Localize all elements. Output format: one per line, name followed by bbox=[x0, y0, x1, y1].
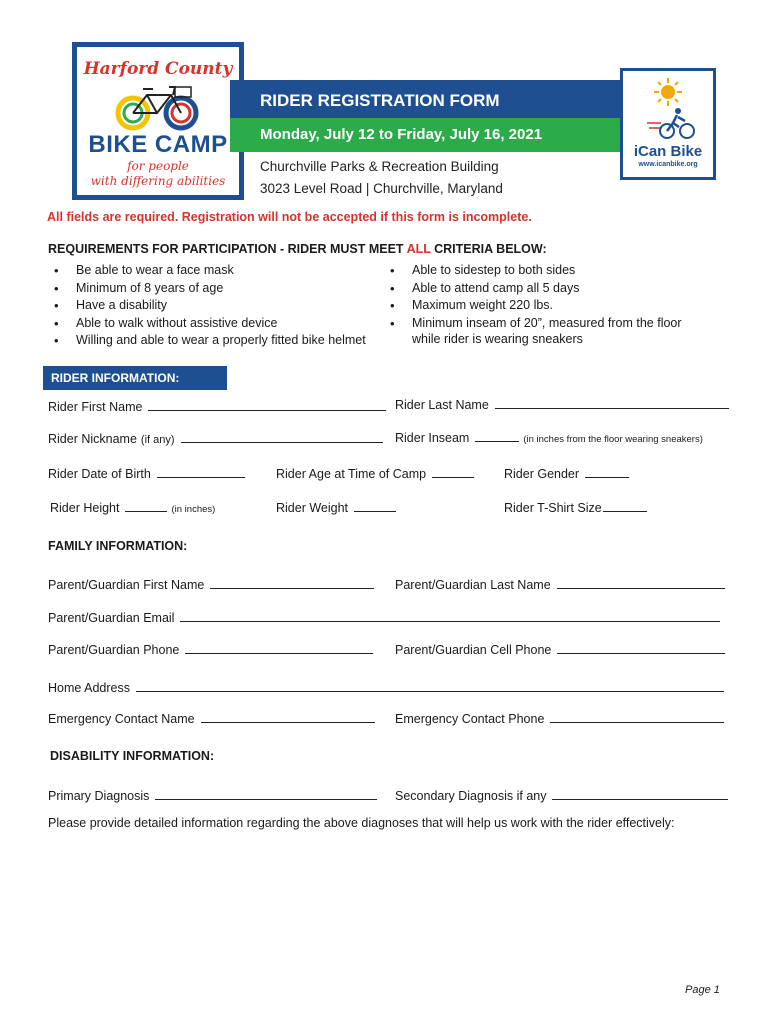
requirements-heading-pre: REQUIREMENTS FOR PARTICIPATION - RIDER MUST MEET bbox=[48, 242, 407, 256]
page-number: Page 1 bbox=[685, 984, 720, 996]
field-note: (in inches) bbox=[171, 504, 216, 515]
requirement-item: • Maximum weight 220 lbs. bbox=[388, 297, 682, 315]
logo-tagline-1: for people bbox=[127, 159, 189, 173]
parent-email-input[interactable] bbox=[180, 620, 720, 622]
diagnosis-instructions: Please provide detailed information regarding the above diagnoses that will help us work with the rider effectively: bbox=[48, 816, 675, 830]
field-label: Parent/Guardian Email bbox=[48, 611, 175, 625]
field-label: Parent/Guardian Phone bbox=[48, 643, 180, 657]
rider-inseam-field bbox=[395, 431, 703, 445]
emergency-name-input[interactable] bbox=[201, 721, 375, 723]
rider-first-name-input[interactable] bbox=[148, 409, 386, 411]
field-label: Rider T-Shirt Size bbox=[504, 501, 602, 515]
parent-last-name-field bbox=[395, 578, 725, 592]
rider-height-field bbox=[50, 501, 215, 515]
field-label: Rider Height bbox=[50, 501, 120, 515]
parent-email-field bbox=[48, 611, 720, 625]
field-label: Emergency Contact Phone bbox=[395, 712, 545, 726]
parent-first-name-input[interactable] bbox=[210, 587, 374, 589]
requirement-item: • Minimum inseam of 20”, measured from the floor bbox=[388, 315, 682, 333]
secondary-diagnosis-input[interactable] bbox=[552, 798, 728, 800]
emergency-phone-field bbox=[395, 712, 724, 726]
icanbike-name: iCan Bike bbox=[633, 143, 703, 160]
rider-dob-input[interactable] bbox=[157, 476, 245, 478]
rider-nickname-field bbox=[48, 432, 383, 446]
requirement-continuation: while rider is wearing sneakers bbox=[412, 332, 583, 346]
requirements-heading-all: ALL bbox=[406, 242, 431, 256]
rider-info-title: RIDER INFORMATION: bbox=[51, 371, 180, 385]
rider-first-name-field bbox=[48, 400, 386, 414]
cyclist-icon bbox=[647, 107, 695, 141]
rider-last-name-field bbox=[395, 398, 729, 412]
field-label: Emergency Contact Name bbox=[48, 712, 195, 726]
requirement-item: • Be able to wear a face mask bbox=[52, 262, 366, 280]
field-label: Primary Diagnosis bbox=[48, 789, 150, 803]
parent-phone-input[interactable] bbox=[185, 652, 373, 654]
rider-weight-input[interactable] bbox=[354, 510, 396, 512]
form-title: RIDER REGISTRATION FORM bbox=[260, 91, 500, 110]
rider-inseam-input[interactable] bbox=[475, 440, 519, 442]
rider-height-input[interactable] bbox=[125, 510, 167, 512]
requirement-item: • Minimum of 8 years of age bbox=[52, 280, 366, 298]
field-label: Parent/Guardian Last Name bbox=[395, 578, 551, 592]
diagnosis-details-area[interactable] bbox=[48, 838, 728, 968]
parent-cell-field bbox=[395, 643, 725, 657]
requirements-heading bbox=[48, 242, 547, 256]
field-label: Parent/Guardian Cell Phone bbox=[395, 643, 552, 657]
field-note: (if any) bbox=[140, 434, 175, 446]
rider-tshirt-field bbox=[504, 501, 647, 515]
requirement-item: • Willing and able to wear a properly fitted bike helmet bbox=[52, 332, 366, 350]
field-label: Rider Last Name bbox=[395, 398, 489, 412]
rider-age-input[interactable] bbox=[432, 476, 474, 478]
field-label: Rider Inseam bbox=[395, 431, 470, 445]
primary-diagnosis-field bbox=[48, 789, 377, 803]
field-label: Rider Weight bbox=[276, 501, 349, 515]
icanbike-logo bbox=[620, 68, 716, 180]
rider-gender-input[interactable] bbox=[585, 476, 629, 478]
field-label: Rider Age at Time of Camp bbox=[276, 467, 427, 481]
emergency-name-field bbox=[48, 712, 375, 726]
parent-first-name-field bbox=[48, 578, 374, 592]
requirement-item: • Able to walk without assistive device bbox=[52, 315, 366, 333]
family-info-title: FAMILY INFORMATION: bbox=[48, 539, 188, 553]
field-label: Parent/Guardian First Name bbox=[48, 578, 205, 592]
requirement-item: • Able to attend camp all 5 days bbox=[388, 280, 682, 298]
rider-dob-field bbox=[48, 467, 245, 481]
parent-cell-input[interactable] bbox=[557, 652, 725, 654]
primary-diagnosis-input[interactable] bbox=[155, 798, 377, 800]
parent-phone-field bbox=[48, 643, 373, 657]
field-label: Rider Date of Birth bbox=[48, 467, 151, 481]
required-warning: All fields are required. Registration will not be accepted if this form is incomplete. bbox=[47, 210, 532, 224]
field-label: Secondary Diagnosis if any bbox=[395, 789, 547, 803]
home-address-field bbox=[48, 681, 724, 695]
rider-tshirt-input[interactable] bbox=[603, 510, 647, 512]
field-label: Home Address bbox=[48, 681, 130, 695]
requirements-list-right bbox=[388, 262, 682, 332]
rider-gender-field bbox=[504, 467, 629, 481]
field-label: Rider First Name bbox=[48, 400, 143, 414]
icanbike-url: www.icanbike.org bbox=[638, 161, 698, 168]
sun-icon bbox=[651, 77, 685, 107]
bicycle-icon bbox=[113, 81, 203, 131]
rider-last-name-input[interactable] bbox=[495, 407, 729, 409]
requirements-heading-post: CRITERIA BELOW: bbox=[430, 242, 547, 256]
rider-weight-field bbox=[276, 501, 396, 515]
camp-dates: Monday, July 12 to Friday, July 16, 2021 bbox=[260, 126, 543, 143]
disability-info-title: DISABILITY INFORMATION: bbox=[50, 749, 215, 763]
rider-age-field bbox=[276, 467, 474, 481]
field-note: (in inches from the floor wearing sneakers) bbox=[523, 434, 703, 445]
logo-tagline-2: with differing abilities bbox=[90, 174, 226, 188]
venue-address: 3023 Level Road | Churchville, Maryland bbox=[260, 181, 503, 196]
secondary-diagnosis-field bbox=[395, 789, 728, 803]
logo-county-text: Harford County bbox=[83, 59, 233, 79]
emergency-phone-input[interactable] bbox=[550, 721, 724, 723]
rider-nickname-input[interactable] bbox=[181, 441, 383, 443]
field-label: Rider Gender bbox=[504, 467, 580, 481]
parent-last-name-input[interactable] bbox=[557, 587, 725, 589]
logo-bike-camp-text: BIKE CAMP bbox=[88, 131, 228, 158]
requirement-item: • Able to sidestep to both sides bbox=[388, 262, 682, 280]
requirement-item: • Have a disability bbox=[52, 297, 366, 315]
home-address-input[interactable] bbox=[136, 690, 724, 692]
field-label: Rider Nickname bbox=[48, 432, 137, 446]
venue-name: Churchville Parks & Recreation Building bbox=[260, 159, 499, 174]
requirements-list-left bbox=[52, 262, 366, 350]
bike-camp-logo bbox=[72, 42, 244, 200]
